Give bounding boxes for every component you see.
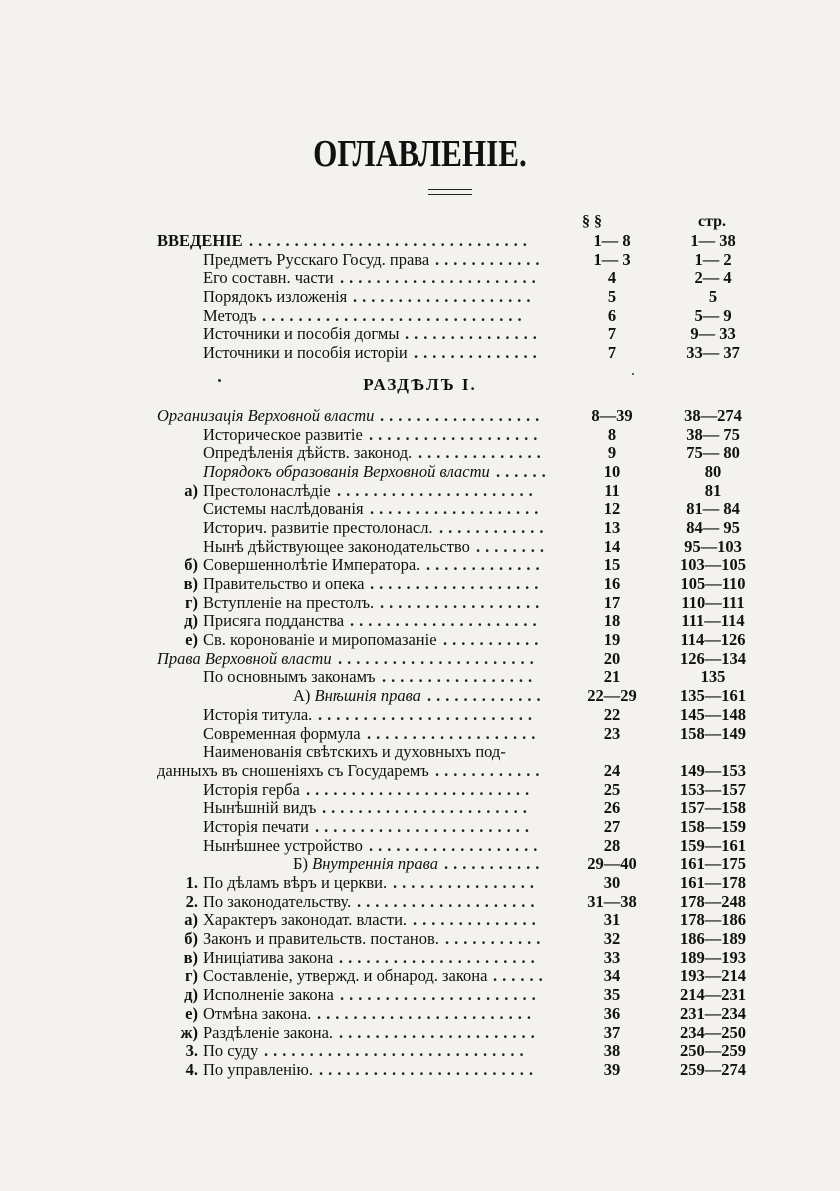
entry-pages: 259—274 (680, 1059, 746, 1079)
entry-pages: 193—214 (680, 966, 746, 986)
entry-paragraphs: 32 (603, 929, 621, 949)
leader-dots: ................... (367, 724, 541, 743)
entry-pages: 2— 4 (694, 268, 732, 288)
entry-title: Источники и пособія исторіи (203, 343, 408, 363)
column-header-pages: стр. (698, 213, 727, 230)
entry-paragraphs: 18 (603, 611, 621, 631)
leader-dots: ................... (370, 575, 544, 593)
leader-dots: ...................... (339, 1023, 540, 1042)
entry-marker: 4. (185, 1059, 198, 1079)
entry-paragraphs: 22 (603, 704, 621, 724)
entry-pages: 111—114 (681, 611, 745, 631)
entry-paragraphs: 39 (603, 1059, 621, 1079)
leader-dots: ............................. (262, 306, 527, 325)
entry-pages: 153—157 (680, 779, 746, 799)
toc-row (0, 519, 840, 538)
entry-paragraphs: 7 (607, 343, 617, 363)
leader-dots: .............. (418, 444, 546, 463)
toc-row (0, 500, 840, 519)
entry-title: Нынѣшній видъ (203, 798, 317, 818)
entry-marker: г) (185, 592, 198, 612)
entry-paragraphs: 11 (604, 480, 620, 500)
entry-title: Составленіе, утвержд. и обнарод. закона (203, 966, 488, 986)
entry-pages: 38— 75 (686, 424, 740, 444)
entry-paragraphs: 23 (603, 723, 621, 743)
entry-title: Порядокъ образованія Верховной власти (203, 461, 490, 481)
entry-paragraphs: 28 (603, 835, 621, 855)
toc-row (0, 575, 840, 594)
entry-pages: 1— 2 (694, 249, 732, 269)
entry-title: Нынѣ дѣйствующее законодательство (203, 536, 470, 556)
toc-row (0, 706, 840, 725)
toc-row (0, 930, 840, 949)
toc-row (0, 463, 840, 482)
page-title: ОГЛАВЛЕНІЕ. (313, 133, 527, 175)
entry-paragraphs: 31 (603, 910, 621, 930)
leader-dots: .............. (414, 344, 542, 363)
entry-title: Наименованія свѣтскихъ и духовныхъ под- (203, 742, 506, 762)
entry-title: Иниціатива закона (203, 947, 334, 967)
leader-dots: ................... (369, 425, 543, 444)
toc-row (0, 986, 840, 1005)
entry-paragraphs: 10 (603, 461, 621, 481)
entry-title: По законодательству. (203, 891, 352, 911)
leader-dots: ...... (493, 967, 548, 986)
toc-row (0, 426, 840, 445)
table-of-contents (0, 232, 840, 1080)
entry-title: Права Верховной власти (157, 648, 332, 668)
entry-title-italic: Внѣшнія права (314, 686, 421, 706)
entry-pages: 214—231 (680, 985, 746, 1005)
entry-marker: б) (184, 555, 198, 575)
toc-row (0, 818, 840, 837)
leader-dots: ............. (427, 687, 546, 706)
toc-row (0, 444, 840, 463)
entry-paragraphs: 9 (607, 443, 617, 463)
entry-pages: 250—259 (680, 1041, 746, 1061)
toc-row (0, 325, 840, 344)
entry-paragraphs: 30 (603, 873, 621, 892)
toc-row (0, 725, 840, 744)
toc-row (0, 1005, 840, 1024)
leader-dots: ......................... (306, 780, 535, 799)
leader-dots: ........................ (315, 817, 534, 836)
entry-pages: 114—126 (680, 630, 746, 650)
toc-row (0, 556, 840, 575)
entry-marker: ж) (180, 1022, 198, 1042)
entry-marker: е) (185, 630, 198, 650)
entry-pages: 234—250 (680, 1022, 746, 1042)
toc-row (0, 1061, 840, 1080)
column-header-paragraphs: § § (582, 213, 602, 230)
entry-marker: 2. (185, 891, 198, 911)
entry-title: Порядокъ изложенія (203, 287, 348, 307)
entry-title: Присяга подданства (203, 611, 345, 631)
toc-row (0, 612, 840, 631)
entry-title (293, 855, 438, 874)
entry-title: Организація Верховной власти (157, 405, 375, 425)
leader-dots: ........... (443, 631, 544, 650)
entry-paragraphs: 33 (603, 947, 621, 967)
entry-paragraphs: 35 (603, 985, 621, 1005)
leader-dots: ............ (439, 518, 549, 537)
entry-paragraphs: 16 (603, 574, 621, 593)
toc-row (0, 344, 840, 363)
leader-dots: ...................... (340, 986, 541, 1005)
toc-row (0, 251, 840, 270)
entry-paragraphs: 24 (603, 760, 621, 780)
toc-row (0, 837, 840, 856)
entry-paragraphs: 27 (603, 816, 621, 836)
entry-title: Современная формула (203, 723, 361, 743)
leader-dots: ........... (445, 930, 546, 949)
entry-pages: 126—134 (680, 648, 746, 668)
leader-dots: ................... (369, 836, 543, 855)
entry-pages: 231—234 (680, 1003, 746, 1023)
toc-row (0, 594, 840, 613)
toc-row (0, 743, 840, 762)
toc-row (0, 762, 840, 781)
entry-marker: в) (183, 574, 198, 593)
leader-dots: ...................... (340, 269, 541, 288)
entry-title: Историческое развитіе (203, 424, 363, 444)
entry-title-letter: Б) (293, 854, 313, 874)
entry-title: Характеръ законодат. власти. (203, 910, 408, 930)
entry-marker: 1. (185, 873, 198, 892)
toc-row (0, 269, 840, 288)
leader-dots: .................... (353, 288, 536, 307)
toc-row (0, 482, 840, 501)
entry-title-letter: А) (293, 686, 315, 706)
entry-paragraphs: 4 (607, 268, 617, 288)
entry-title: По основнымъ законамъ (203, 667, 376, 687)
leader-dots: ............................... (249, 232, 532, 250)
entry-title: Исторія герба (203, 779, 300, 799)
entry-paragraphs: 13 (603, 517, 621, 537)
entry-title: Раздѣленіе закона. (203, 1022, 334, 1042)
entry-title: Св. коронованіе и миропомазаніе (203, 630, 437, 650)
print-speck (218, 379, 221, 382)
entry-pages: 38—274 (684, 405, 742, 425)
entry-title: По дѣламъ вѣръ и церкви. (203, 873, 388, 892)
toc-row (0, 781, 840, 800)
entry-paragraphs: 8—39 (591, 405, 633, 425)
toc-row (0, 650, 840, 669)
toc-row (0, 407, 840, 426)
entry-pages: 186—189 (680, 929, 746, 949)
entry-paragraphs: 5 (607, 287, 617, 307)
entry-title: Системы наслѣдованія (203, 499, 364, 519)
section-heading: РАЗДѢЛЪ I. (363, 374, 477, 394)
entry-pages: 84— 95 (686, 517, 740, 537)
entry-pages: 157—158 (680, 798, 746, 818)
leader-dots: ............ (435, 250, 545, 269)
toc-row (0, 631, 840, 650)
leader-dots: ...................... (338, 649, 539, 668)
leader-dots: ........................ (317, 1004, 536, 1023)
entry-pages: 135—161 (680, 686, 746, 706)
toc-row (0, 668, 840, 687)
entry-paragraphs: 29—40 (587, 854, 637, 874)
entry-title: Совершеннолѣтіе Императора. (203, 555, 421, 575)
entry-pages: 135 (700, 667, 726, 687)
entry-title: Исторія печати (203, 816, 310, 836)
title-double-rule (428, 189, 472, 195)
leader-dots: ........... (444, 855, 545, 874)
leader-dots: ....................... (322, 799, 532, 818)
entry-paragraphs: 25 (603, 779, 621, 799)
leader-dots: ............................. (264, 1042, 529, 1061)
toc-row (0, 232, 840, 251)
entry-title: Исторія титула. (203, 704, 313, 724)
entry-pages: 158—149 (680, 723, 746, 743)
toc-row (0, 949, 840, 968)
entry-pages: 161—175 (680, 854, 746, 874)
entry-title (293, 687, 421, 706)
entry-paragraphs: 1— 8 (593, 231, 631, 250)
entry-paragraphs: 26 (603, 798, 621, 818)
leader-dots: ............ (435, 761, 545, 780)
entry-paragraphs: 31—38 (587, 891, 637, 911)
entry-title: По суду (203, 1041, 259, 1061)
entry-pages: 1— 38 (690, 231, 736, 250)
leader-dots: ................. (382, 668, 538, 687)
entry-marker: д) (184, 985, 198, 1005)
entry-title: Опредѣленія дѣйств. законод. (203, 443, 413, 463)
entry-marker: г) (185, 966, 198, 986)
entry-pages: 9— 33 (690, 324, 736, 344)
entry-title: ВВЕДЕНІЕ (157, 231, 243, 250)
leader-dots: ............... (405, 325, 542, 344)
toc-intro-group (0, 232, 840, 363)
entry-title: По управленію. (203, 1059, 313, 1079)
entry-paragraphs: 14 (603, 536, 621, 556)
entry-title: Источники и пособія догмы (203, 324, 400, 344)
entry-marker: 3. (185, 1041, 198, 1061)
entry-title: Предметъ Русскаго Госуд. права (203, 249, 430, 269)
leader-dots: ........................ (318, 705, 537, 724)
entry-paragraphs: 17 (603, 592, 621, 612)
entry-title: Историч. развитіе престолонасл. (203, 517, 433, 537)
toc-row (0, 855, 840, 874)
entry-title: Вступленіе на престолъ. (203, 592, 375, 612)
leader-dots: ........................ (319, 1060, 538, 1079)
entry-paragraphs: 34 (603, 966, 621, 986)
leader-dots: ............. (426, 556, 545, 575)
entry-pages: 80 (704, 461, 722, 481)
leader-dots: ..................... (350, 612, 542, 631)
leader-dots: .................... (357, 892, 540, 911)
leader-dots: ...................... (339, 948, 540, 967)
entry-paragraphs: 22—29 (587, 686, 637, 706)
leader-dots: ................... (370, 500, 544, 519)
entry-pages: 105—110 (680, 574, 746, 593)
print-speck (632, 373, 634, 375)
entry-pages: 103—105 (680, 555, 746, 575)
entry-paragraphs: 20 (603, 648, 621, 668)
toc-row (0, 967, 840, 986)
entry-pages: 5— 9 (694, 305, 732, 325)
toc-row (0, 1024, 840, 1043)
leader-dots: .............. (413, 911, 541, 930)
entry-title: данныхъ въ сношеніяхъ съ Государемъ (157, 760, 429, 780)
toc-row (0, 893, 840, 912)
entry-marker: в) (183, 947, 198, 967)
entry-title: Нынѣшнее устройство (203, 835, 363, 855)
entry-pages: 189—193 (680, 947, 746, 967)
entry-paragraphs: 1— 3 (593, 249, 631, 269)
entry-pages: 161—178 (680, 873, 746, 892)
leader-dots: ...... (496, 462, 551, 481)
entry-marker: е) (185, 1003, 198, 1023)
entry-paragraphs: 12 (603, 499, 621, 519)
leader-dots: ...................... (337, 481, 538, 500)
entry-pages: 95—103 (684, 536, 742, 556)
toc-row (0, 307, 840, 326)
entry-paragraphs: 21 (603, 667, 621, 687)
entry-paragraphs: 6 (607, 305, 617, 325)
leader-dots: .................. (380, 406, 545, 425)
leader-dots: .................. (380, 593, 545, 612)
entry-marker: д) (184, 611, 198, 631)
entry-title: Исполненіе закона (203, 985, 334, 1005)
entry-paragraphs: 19 (603, 630, 621, 650)
entry-title: Его составн. части (203, 268, 334, 288)
toc-row (0, 874, 840, 893)
entry-marker: а) (184, 910, 198, 930)
entry-pages: 178—186 (680, 910, 746, 930)
entry-paragraphs: 38 (603, 1041, 621, 1061)
entry-pages: 159—161 (680, 835, 746, 855)
entry-title: Законъ и правительств. постанов. (203, 929, 439, 949)
entry-title-italic: Внутреннія права (312, 854, 438, 874)
toc-row (0, 1042, 840, 1061)
toc-row (0, 799, 840, 818)
entry-paragraphs: 36 (603, 1003, 621, 1023)
toc-row (0, 687, 840, 706)
entry-paragraphs: 7 (607, 324, 617, 344)
entry-pages: 81— 84 (686, 499, 740, 519)
entry-title: Престолонаслѣдіе (203, 480, 331, 500)
entry-paragraphs: 37 (603, 1022, 621, 1042)
entry-pages: 149—153 (680, 760, 746, 780)
toc-row (0, 288, 840, 307)
entry-title: Правительство и опека (203, 574, 365, 593)
entry-pages: 5 (708, 287, 718, 307)
entry-pages: 178—248 (680, 891, 746, 911)
entry-title: Отмѣна закона. (203, 1003, 312, 1023)
entry-pages: 158—159 (680, 816, 746, 836)
entry-pages: 75— 80 (686, 443, 740, 463)
leader-dots: ........ (476, 537, 549, 556)
entry-pages: 145—148 (680, 704, 746, 724)
entry-pages: 110—111 (681, 592, 745, 612)
entry-marker: а) (184, 480, 198, 500)
leader-dots: ................ (393, 874, 539, 892)
entry-paragraphs: 15 (603, 555, 621, 575)
toc-row (0, 911, 840, 930)
entry-pages: 33— 37 (686, 343, 740, 363)
entry-pages: 81 (704, 480, 722, 500)
toc-main-group (0, 407, 840, 1080)
entry-paragraphs: 8 (607, 424, 617, 444)
entry-marker: б) (184, 929, 198, 949)
toc-row (0, 538, 840, 557)
entry-title: Методъ (203, 305, 257, 325)
